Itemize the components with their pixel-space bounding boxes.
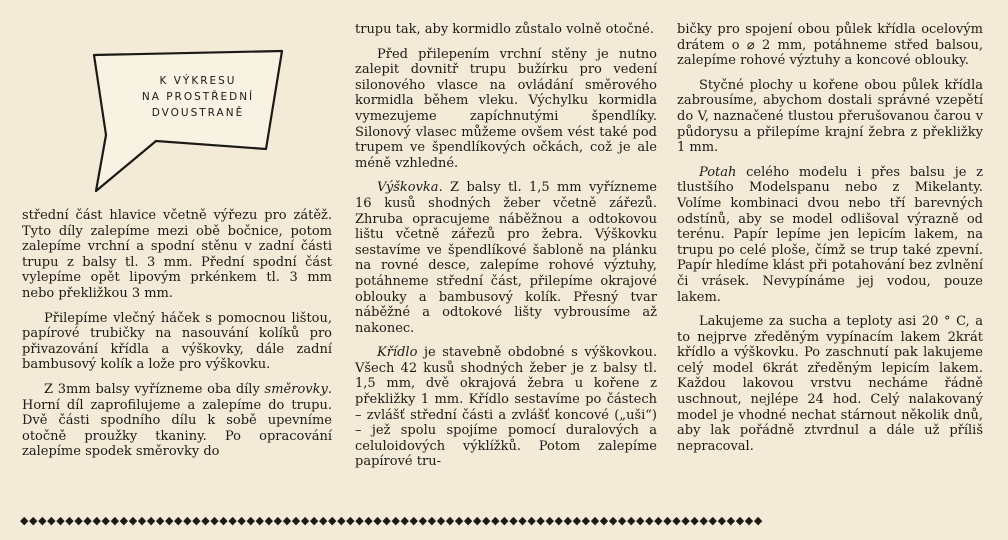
text-column-2 <box>355 22 657 479</box>
decorative-diamond-rule: ◆◆◆◆◆◆◆◆◆◆◆◆◆◆◆◆◆◆◆◆◆◆◆◆◆◆◆◆◆◆◆◆◆◆◆◆◆◆◆◆◆◆◆◆◆◆◆◆◆◆◆◆◆◆◆◆◆◆◆◆◆◆◆◆◆◆◆◆◆◆◆◆◆◆◆◆◆◆◆◆◆◆ <box>20 514 763 527</box>
term-rudder: směrovky <box>264 381 328 397</box>
paragraph: střední část hlavice včetně výřezu pro zátěž. Tyto díly zalepíme mezi obě bočnice, potom zalepíme vrchní a spodní stěnu v zadní části trupu z balsy tl. 3 mm. Přední spodní část vylepíme opět lipovým prkénkem tl. 3 mm nebo překližkou 3 mm. <box>22 208 332 301</box>
paragraph: Styčné plochy u kořene obou půlek křídla zabrousíme, abychom dostali správné vzepětí do V, naznačené tlustou přerušovanou čarou v půdorysu a přilepíme krajní žebra z překližky 1 mm. <box>677 77 983 156</box>
paragraph-wing <box>355 345 657 470</box>
text-column-1 <box>22 208 332 469</box>
text-run: je stavebně obdobné s výškovkou. Všech 42 kusů shodných žeber je z balsy tl. 1,5 mm, dvě okrajová žebra u kořene z překližky 1 mm. Křídlo sestavíme po částech – zvlášť střední části a zvlášť koncové („uši“) – jež spolu spojíme pomocí duralových a celuloidových výklížků. Potom zalepíme papírové tru- <box>355 345 657 470</box>
paragraph-covering <box>677 165 983 305</box>
text-run: Z 3mm balsy vyřízneme oba díly <box>44 381 265 397</box>
label-line-3: DVOUSTRANĚ <box>151 107 245 119</box>
text-run: celého modelu i přes balsu je z tlustšího Modelspanu nebo z Mikelanty. Volíme kombinaci dvou nebo tří barevných odstínů, aby se model odlišoval výrazně od terénu. Papír lepíme jen lepicím lakem, na trupu po celé ploše, čímž se trup také zpevní. Papír hledíme klást při potahování bez zvlnění či vrásek. Nevypínáme jej vodou, pouze lakem. <box>677 164 983 305</box>
text-column-3 <box>677 22 983 463</box>
paragraph: Lakujeme za sucha a teploty asi 20 ° C, a to nejprve zředěným vypínacím lakem 2krát křídlo a výškovku. Po zaschnutí pak lakujeme celý model 6krát zředěným lepicím lakem. Každou lakovou vrstvu necháme řádně uschnout, nejlépe 24 hod. Celý nalakovaný model je vhodné nechat stárnout několik dnů, aby lak pořádně ztvrdnul a dále už příliš nepracoval. <box>677 314 983 454</box>
text-run: . Z balsy tl. 1,5 mm vyřízneme 16 kusů shodných žeber včetně zářezů. Zhruba opracujeme náběžnou a odtokovou lištu včetně zářezů pro žebra. Výškovku sestavíme ve špendlíkové šabloně na plánku na rovné desce, zalepíme rohové výztuhy, potáhneme střední část, přilepíme okrajové oblouky a bambusový kolík. Přesný tvar náběžné a odtokové lišty vybrousíme až nakonec. <box>355 180 657 336</box>
text-run: . Horní díl zaprofilujeme a zalepíme do trupu. Dvě části spodního dílu k sobě upevníme otočně proužky tkaniny. Po opracování zalepíme spodek směrovky do <box>22 381 332 460</box>
paragraph-rudder <box>22 382 332 460</box>
label-text <box>118 73 278 121</box>
term-wing: Křídlo <box>377 345 418 361</box>
paragraph: trupu tak, aby kormidlo zůstalo volně otočné. <box>355 22 655 37</box>
label-line-1: K VÝKRESU <box>159 75 237 87</box>
paragraph: bičky pro spojení obou půlek křídla ocelovým drátem o ⌀ 2 mm, potáhneme střed balsou, zalepíme rohové výztuhy a koncové oblouky. <box>677 22 983 69</box>
paragraph: Přilepíme vlečný háček s pomocnou lištou, papírové trubičky na nasouvání kolíků pro přivazování křídla a výškovky, dále zadní bambusový kolík a lože pro výškovku. <box>22 310 332 373</box>
paragraph: Před přilepením vrchní stěny je nutno zalepit dovnitř trupu bužírku pro vedení silonového vlasce na ovládání směrového kormidla během vleku. Výchylku kormidla vymezujeme zapíchnutými špendlíky. Silonový vlasec můžeme ovšem vést také pod trupem ve špendlíkových očkách, což je ale méně vzhledné. <box>355 46 657 171</box>
term-elevator: Výškovka <box>377 180 439 196</box>
label-line-2: NA PROSTŘEDNÍ <box>141 91 255 103</box>
drawing-reference-label <box>86 45 298 195</box>
paragraph-elevator <box>355 180 657 336</box>
term-covering: Potah <box>699 164 737 180</box>
